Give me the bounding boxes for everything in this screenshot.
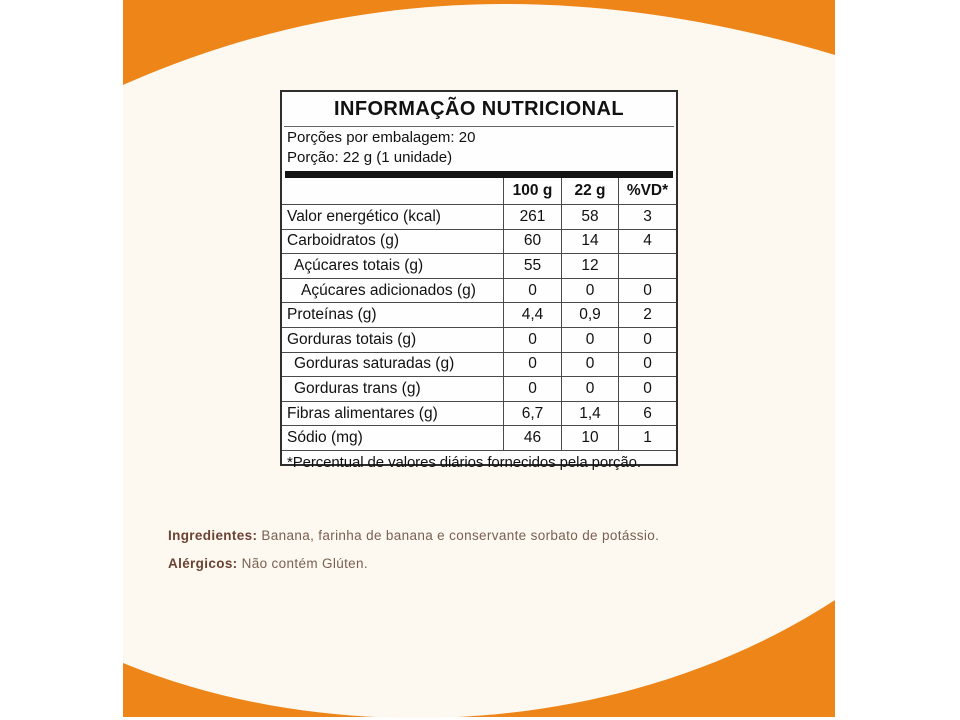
value-per-22g: 0 <box>561 328 618 352</box>
column-header-100g: 100 g <box>503 178 561 204</box>
value-per-22g: 1,4 <box>561 402 618 426</box>
table-title: INFORMAÇÃO NUTRICIONAL <box>334 98 624 120</box>
value-per-100g: 0 <box>503 377 561 401</box>
nutrient-label: Gorduras saturadas (g) <box>294 355 455 373</box>
value-per-22g: 14 <box>561 230 618 254</box>
value-per-22g: 12 <box>561 254 618 278</box>
servings-per-package: Porções por embalagem: 20 <box>287 129 476 146</box>
nutrient-label: Açúcares totais (g) <box>294 256 424 274</box>
value-percent-vd: 0 <box>618 328 676 352</box>
nutrition-table <box>280 90 678 471</box>
table-row <box>282 303 676 328</box>
value-per-22g: 0,9 <box>561 303 618 327</box>
portion-size: Porção: 22 g (1 unidade) <box>287 149 453 166</box>
daily-value-footnote: *Percentual de valores diários fornecidos pela porção. <box>287 453 641 471</box>
value-per-100g: 0 <box>503 328 561 352</box>
value-per-100g: 46 <box>503 426 561 450</box>
nutrient-label: Proteínas (g) <box>287 306 377 324</box>
value-per-100g: 55 <box>503 254 561 278</box>
allergens-line <box>168 556 368 571</box>
value-percent-vd: 3 <box>618 205 676 229</box>
value-per-100g: 60 <box>503 230 561 254</box>
value-per-22g: 10 <box>561 426 618 450</box>
table-row <box>282 353 676 378</box>
value-per-22g: 58 <box>561 205 618 229</box>
value-per-100g: 4,4 <box>503 303 561 327</box>
value-percent-vd: 0 <box>618 279 676 303</box>
table-row <box>282 402 676 427</box>
table-row <box>282 328 676 353</box>
nutrient-label: Fibras alimentares (g) <box>287 404 438 422</box>
nutrient-label: Gorduras trans (g) <box>294 379 421 397</box>
value-percent-vd: 0 <box>618 353 676 377</box>
nutrient-label: Carboidratos (g) <box>287 232 399 250</box>
value-per-22g: 0 <box>561 353 618 377</box>
header-empty-cell <box>282 178 503 204</box>
table-row <box>282 254 676 279</box>
table-row <box>282 279 676 304</box>
nutrient-label: Valor energético (kcal) <box>287 207 441 225</box>
value-per-22g: 0 <box>561 377 618 401</box>
value-per-100g: 0 <box>503 353 561 377</box>
column-header-vd: %VD* <box>618 178 676 204</box>
value-percent-vd: 1 <box>618 426 676 450</box>
portion-info <box>282 127 676 168</box>
column-header-22g: 22 g <box>561 178 618 204</box>
nutrient-label: Sódio (mg) <box>287 429 363 447</box>
value-percent-vd: 6 <box>618 402 676 426</box>
ingredients-line <box>168 528 659 543</box>
value-percent-vd: 2 <box>618 303 676 327</box>
value-percent-vd <box>618 254 676 278</box>
allergens-label: Alérgicos: <box>168 556 238 571</box>
nutrient-label: Gorduras totais (g) <box>287 330 417 348</box>
table-header-row <box>282 178 676 205</box>
table-row <box>282 377 676 402</box>
ingredients-text: Banana, farinha de banana e conservante sorbato de potássio. <box>257 528 660 543</box>
nutrient-label: Açúcares adicionados (g) <box>301 281 476 299</box>
value-per-22g: 0 <box>561 279 618 303</box>
value-per-100g: 0 <box>503 279 561 303</box>
value-per-100g: 261 <box>503 205 561 229</box>
table-row <box>282 426 676 451</box>
thick-separator-bar <box>285 171 673 178</box>
table-row <box>282 205 676 230</box>
table-row <box>282 230 676 255</box>
ingredients-label: Ingredientes: <box>168 528 258 543</box>
value-percent-vd: 0 <box>618 377 676 401</box>
allergens-text: Não contém Glúten. <box>237 556 368 571</box>
value-per-100g: 6,7 <box>503 402 561 426</box>
value-percent-vd: 4 <box>618 230 676 254</box>
